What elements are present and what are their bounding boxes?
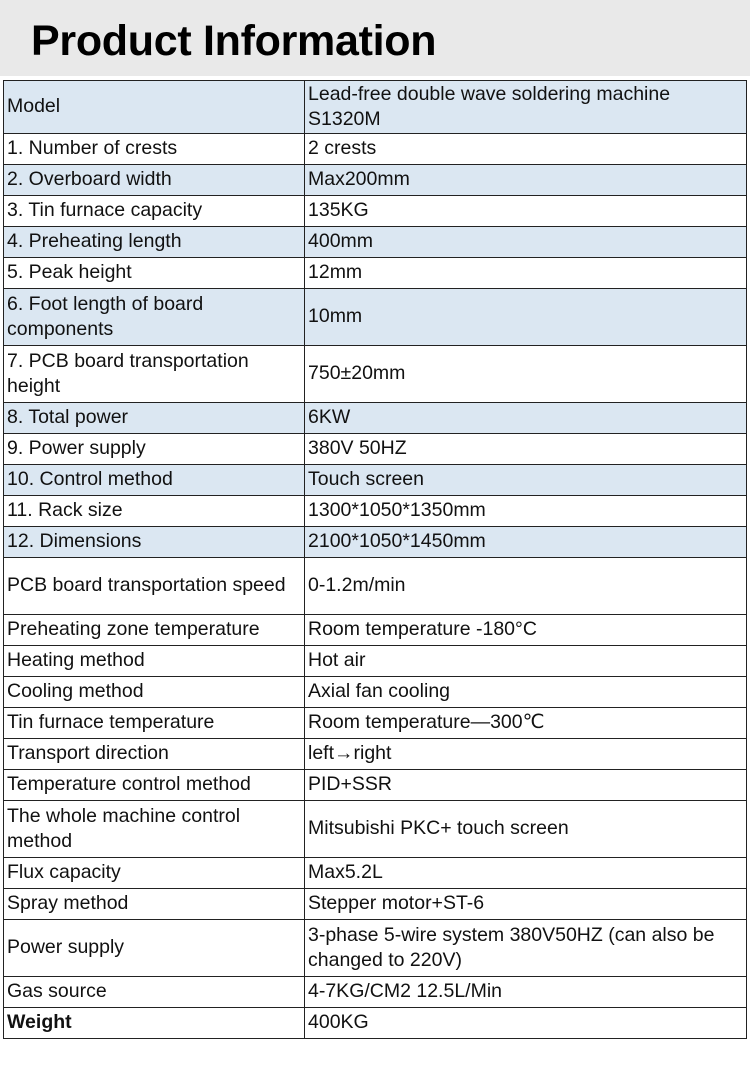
- spec-value: Hot air: [305, 646, 747, 677]
- spec-label: PCB board transportation speed: [4, 558, 305, 615]
- spec-label: Cooling method: [4, 677, 305, 708]
- spec-label: Gas source: [4, 977, 305, 1008]
- spec-label: Transport direction: [4, 739, 305, 770]
- table-row: [4, 920, 747, 977]
- page-title: Product Information: [31, 17, 437, 65]
- spec-value: 400mm: [305, 227, 747, 258]
- spec-label: 2. Overboard width: [4, 165, 305, 196]
- spec-value: 400KG: [305, 1008, 747, 1039]
- spec-label: Temperature control method: [4, 770, 305, 801]
- spec-value: 4-7KG/CM2 12.5L/Min: [305, 977, 747, 1008]
- table-row: [4, 81, 747, 134]
- table-row: [4, 858, 747, 889]
- table-row: [4, 708, 747, 739]
- spec-value: Lead-free double wave soldering machine S1320M: [305, 81, 747, 134]
- table-row: [4, 496, 747, 527]
- spec-label: Model: [4, 81, 305, 134]
- table-row: [4, 677, 747, 708]
- table-row: [4, 403, 747, 434]
- table-row: [4, 434, 747, 465]
- page-header: [0, 0, 750, 76]
- spec-label: 5. Peak height: [4, 258, 305, 289]
- spec-value: Max200mm: [305, 165, 747, 196]
- spec-label: 9. Power supply: [4, 434, 305, 465]
- spec-value: 135KG: [305, 196, 747, 227]
- spec-value: 380V 50HZ: [305, 434, 747, 465]
- table-row: [4, 739, 747, 770]
- spec-label: 4. Preheating length: [4, 227, 305, 258]
- spec-value: 0-1.2m/min: [305, 558, 747, 615]
- table-row: [4, 465, 747, 496]
- spec-value: 750±20mm: [305, 346, 747, 403]
- spec-value: 2100*1050*1450mm: [305, 527, 747, 558]
- table-row: [4, 346, 747, 403]
- spec-value: 2 crests: [305, 134, 747, 165]
- table-row: [4, 889, 747, 920]
- spec-label: Preheating zone temperature: [4, 615, 305, 646]
- spec-label: 1. Number of crests: [4, 134, 305, 165]
- table-row: [4, 646, 747, 677]
- spec-value: 6KW: [305, 403, 747, 434]
- spec-label: Heating method: [4, 646, 305, 677]
- table-row: [4, 227, 747, 258]
- product-spec-table: [3, 80, 747, 1039]
- table-row: [4, 527, 747, 558]
- spec-label: 6. Foot length of board components: [4, 289, 305, 346]
- spec-value: 12mm: [305, 258, 747, 289]
- spec-value: Axial fan cooling: [305, 677, 747, 708]
- table-row: [4, 196, 747, 227]
- spec-label: 3. Tin furnace capacity: [4, 196, 305, 227]
- spec-label: 8. Total power: [4, 403, 305, 434]
- table-row: [4, 289, 747, 346]
- spec-label: 7. PCB board transportation height: [4, 346, 305, 403]
- table-row: [4, 801, 747, 858]
- table-row: [4, 134, 747, 165]
- spec-value: Stepper motor+ST-6: [305, 889, 747, 920]
- spec-label: 12. Dimensions: [4, 527, 305, 558]
- table-row: [4, 258, 747, 289]
- spec-value: 3-phase 5-wire system 380V50HZ (can also be changed to 220V): [305, 920, 747, 977]
- table-row: [4, 165, 747, 196]
- spec-value: 1300*1050*1350mm: [305, 496, 747, 527]
- spec-value: Mitsubishi PKC+ touch screen: [305, 801, 747, 858]
- spec-value: Touch screen: [305, 465, 747, 496]
- spec-value: 10mm: [305, 289, 747, 346]
- spec-label: The whole machine control method: [4, 801, 305, 858]
- spec-value: Room temperature—300℃: [305, 708, 747, 739]
- spec-label: Power supply: [4, 920, 305, 977]
- spec-label: 10. Control method: [4, 465, 305, 496]
- table-row: [4, 615, 747, 646]
- spec-label: Spray method: [4, 889, 305, 920]
- spec-value: Room temperature -180°C: [305, 615, 747, 646]
- spec-label-weight: Weight: [4, 1008, 305, 1039]
- spec-value: left→right: [305, 739, 747, 770]
- spec-label: Flux capacity: [4, 858, 305, 889]
- table-row: [4, 558, 747, 615]
- table-row: [4, 770, 747, 801]
- table-row: [4, 977, 747, 1008]
- spec-value: Max5.2L: [305, 858, 747, 889]
- spec-label: Tin furnace temperature: [4, 708, 305, 739]
- table-row: [4, 1008, 747, 1039]
- spec-value: PID+SSR: [305, 770, 747, 801]
- spec-label: 11. Rack size: [4, 496, 305, 527]
